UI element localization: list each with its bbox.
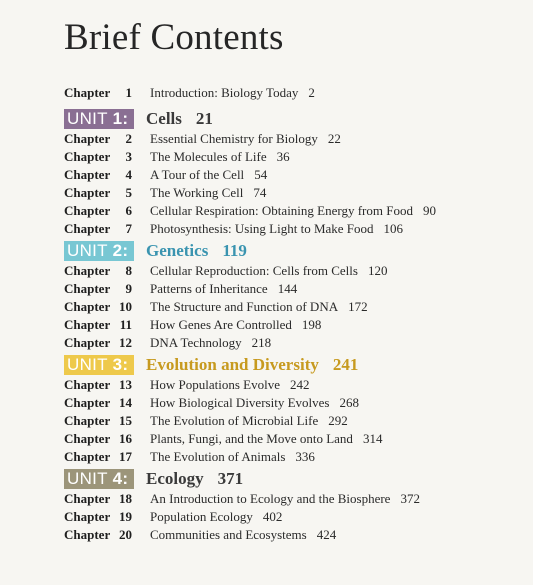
chapter-label: Chapter: [64, 281, 111, 296]
chapter-row-15: [64, 412, 524, 430]
chapter-page: 336: [295, 449, 315, 464]
chapter-title: The Working Cell 74: [150, 185, 267, 200]
chapter-title: Essential Chemistry for Biology 22: [150, 131, 341, 146]
chapter-page: 424: [316, 527, 337, 542]
chapter-title: A Tour of the Cell 54: [150, 167, 268, 182]
chapter-page: 54: [254, 167, 268, 182]
chapter-label: Chapter: [64, 449, 111, 464]
chapter-page: 36: [276, 149, 290, 164]
chapter-number: 13: [119, 377, 132, 392]
chapter-label: Chapter: [64, 167, 111, 182]
unit-4-title: Ecology 371: [146, 469, 244, 488]
chapter-title: The Molecules of Life 36: [150, 149, 290, 164]
page-title: Brief Contents: [64, 17, 284, 58]
unit-2-heading: [64, 240, 524, 262]
chapter-page: 218: [251, 335, 272, 350]
chapter-title: How Populations Evolve 242: [150, 377, 310, 392]
chapter-number: 10: [119, 299, 132, 314]
chapter-row-14: [64, 394, 524, 412]
chapter-number: 20: [119, 527, 132, 542]
chapter-label: Chapter: [64, 413, 111, 428]
chapter-row-19: [64, 508, 524, 526]
chapter-title: How Biological Diversity Evolves 268: [150, 395, 359, 410]
chapter-row-20: [64, 526, 524, 544]
chapter-label: Chapter: [64, 85, 111, 100]
unit-1-page: 21: [195, 109, 213, 128]
chapter-row-13: [64, 376, 524, 394]
chapter-label: Chapter: [64, 509, 111, 524]
unit-4-page: 371: [217, 469, 244, 488]
chapter-label: Chapter: [64, 377, 111, 392]
chapter-page: 74: [253, 185, 267, 200]
chapter-page: 242: [290, 377, 310, 392]
chapter-number: 3: [125, 149, 132, 164]
chapter-page: 120: [367, 263, 388, 278]
chapter-title: Photosynthesis: Using Light to Make Food 106: [150, 221, 404, 236]
chapter-page: 2: [308, 85, 315, 100]
chapter-title: Cellular Respiration: Obtaining Energy from Food 90: [150, 203, 436, 218]
chapter-number: 12: [119, 335, 132, 350]
chapter-number: 2: [125, 131, 132, 146]
chapter-title: Introduction: Biology Today 2: [150, 85, 315, 100]
chapter-number: 11: [119, 317, 132, 332]
chapter-page: 22: [327, 131, 341, 146]
chapter-page: 172: [348, 299, 368, 314]
chapter-number: 8: [125, 263, 132, 278]
chapter-label: Chapter: [64, 185, 111, 200]
chapter-title: How Genes Are Controlled 198: [150, 317, 322, 332]
chapter-number: 14: [119, 395, 132, 410]
chapter-label: Chapter: [64, 221, 111, 236]
chapter-number: 18: [119, 491, 132, 506]
chapter-title: DNA Technology 218: [150, 335, 272, 350]
chapter-label: Chapter: [64, 203, 111, 218]
chapter-row-12: [64, 334, 524, 352]
chapter-row-9: [64, 280, 524, 298]
chapter-row-8: [64, 262, 524, 280]
unit-3-badge: UNIT 3:: [64, 355, 134, 375]
chapter-label: Chapter: [64, 263, 111, 278]
chapter-label: Chapter: [64, 317, 111, 332]
chapter-row-17: [64, 448, 524, 466]
chapter-number: 16: [119, 431, 132, 446]
chapter-page: 292: [328, 413, 348, 428]
chapter-row-2: [64, 130, 524, 148]
unit-3-page: 241: [332, 355, 359, 374]
unit-2-page: 119: [222, 241, 247, 260]
chapter-number: 19: [119, 509, 132, 524]
chapter-label: Chapter: [64, 149, 111, 164]
unit-4-heading: [64, 468, 524, 490]
chapter-page: 402: [262, 509, 283, 524]
chapter-label: Chapter: [64, 131, 111, 146]
unit-3-heading: [64, 354, 524, 376]
chapter-page: 90: [422, 203, 436, 218]
chapter-label: Chapter: [64, 335, 111, 350]
chapter-row-5: [64, 184, 524, 202]
chapter-title: Communities and Ecosystems 424: [150, 527, 337, 542]
chapter-label: Chapter: [64, 395, 111, 410]
chapter-page: 106: [383, 221, 404, 236]
chapter-title: Plants, Fungi, and the Move onto Land 314: [150, 431, 383, 446]
chapter-number: 15: [119, 413, 132, 428]
chapter-label: Chapter: [64, 431, 111, 446]
chapter-number: 7: [125, 221, 132, 236]
chapter-page: 372: [400, 491, 420, 506]
chapter-page: 198: [301, 317, 322, 332]
chapter-row-4: [64, 166, 524, 184]
unit-2-title: Genetics 119: [146, 241, 247, 260]
chapter-row-10: [64, 298, 524, 316]
chapter-number: 5: [125, 185, 132, 200]
chapter-number: 4: [125, 167, 132, 182]
unit-1-title: Cells 21: [146, 109, 213, 128]
chapter-number: 9: [125, 281, 132, 296]
chapter-row-7: [64, 220, 524, 238]
chapter-title: Patterns of Inheritance 144: [150, 281, 298, 296]
unit-4-badge: UNIT 4:: [64, 469, 134, 489]
chapter-number: 1: [125, 85, 132, 100]
chapter-row-1: [64, 84, 524, 102]
chapter-row-11: [64, 316, 524, 334]
chapter-number: 17: [119, 449, 132, 464]
chapter-title: Population Ecology 402: [150, 509, 283, 524]
chapter-title: The Evolution of Animals 336: [150, 449, 315, 464]
chapter-label: Chapter: [64, 299, 111, 314]
chapter-row-6: [64, 202, 524, 220]
chapter-title: An Introduction to Ecology and the Biosphere 372: [150, 491, 420, 506]
chapter-row-3: [64, 148, 524, 166]
chapter-title: Cellular Reproduction: Cells from Cells 120: [150, 263, 388, 278]
chapter-title: The Evolution of Microbial Life 292: [150, 413, 348, 428]
chapter-label: Chapter: [64, 491, 111, 506]
chapter-label: Chapter: [64, 527, 111, 542]
chapter-row-18: [64, 490, 524, 508]
chapter-page: 144: [277, 281, 298, 296]
chapter-page: 314: [362, 431, 383, 446]
chapter-title: The Structure and Function of DNA 172: [150, 299, 368, 314]
chapter-page: 268: [339, 395, 359, 410]
unit-3-title: Evolution and Diversity 241: [146, 355, 359, 374]
unit-1-badge: UNIT 1:: [64, 109, 134, 129]
table-of-contents: [64, 84, 524, 544]
chapter-row-16: [64, 430, 524, 448]
unit-2-badge: UNIT 2:: [64, 241, 134, 261]
unit-1-heading: [64, 108, 524, 130]
chapter-number: 6: [125, 203, 132, 218]
